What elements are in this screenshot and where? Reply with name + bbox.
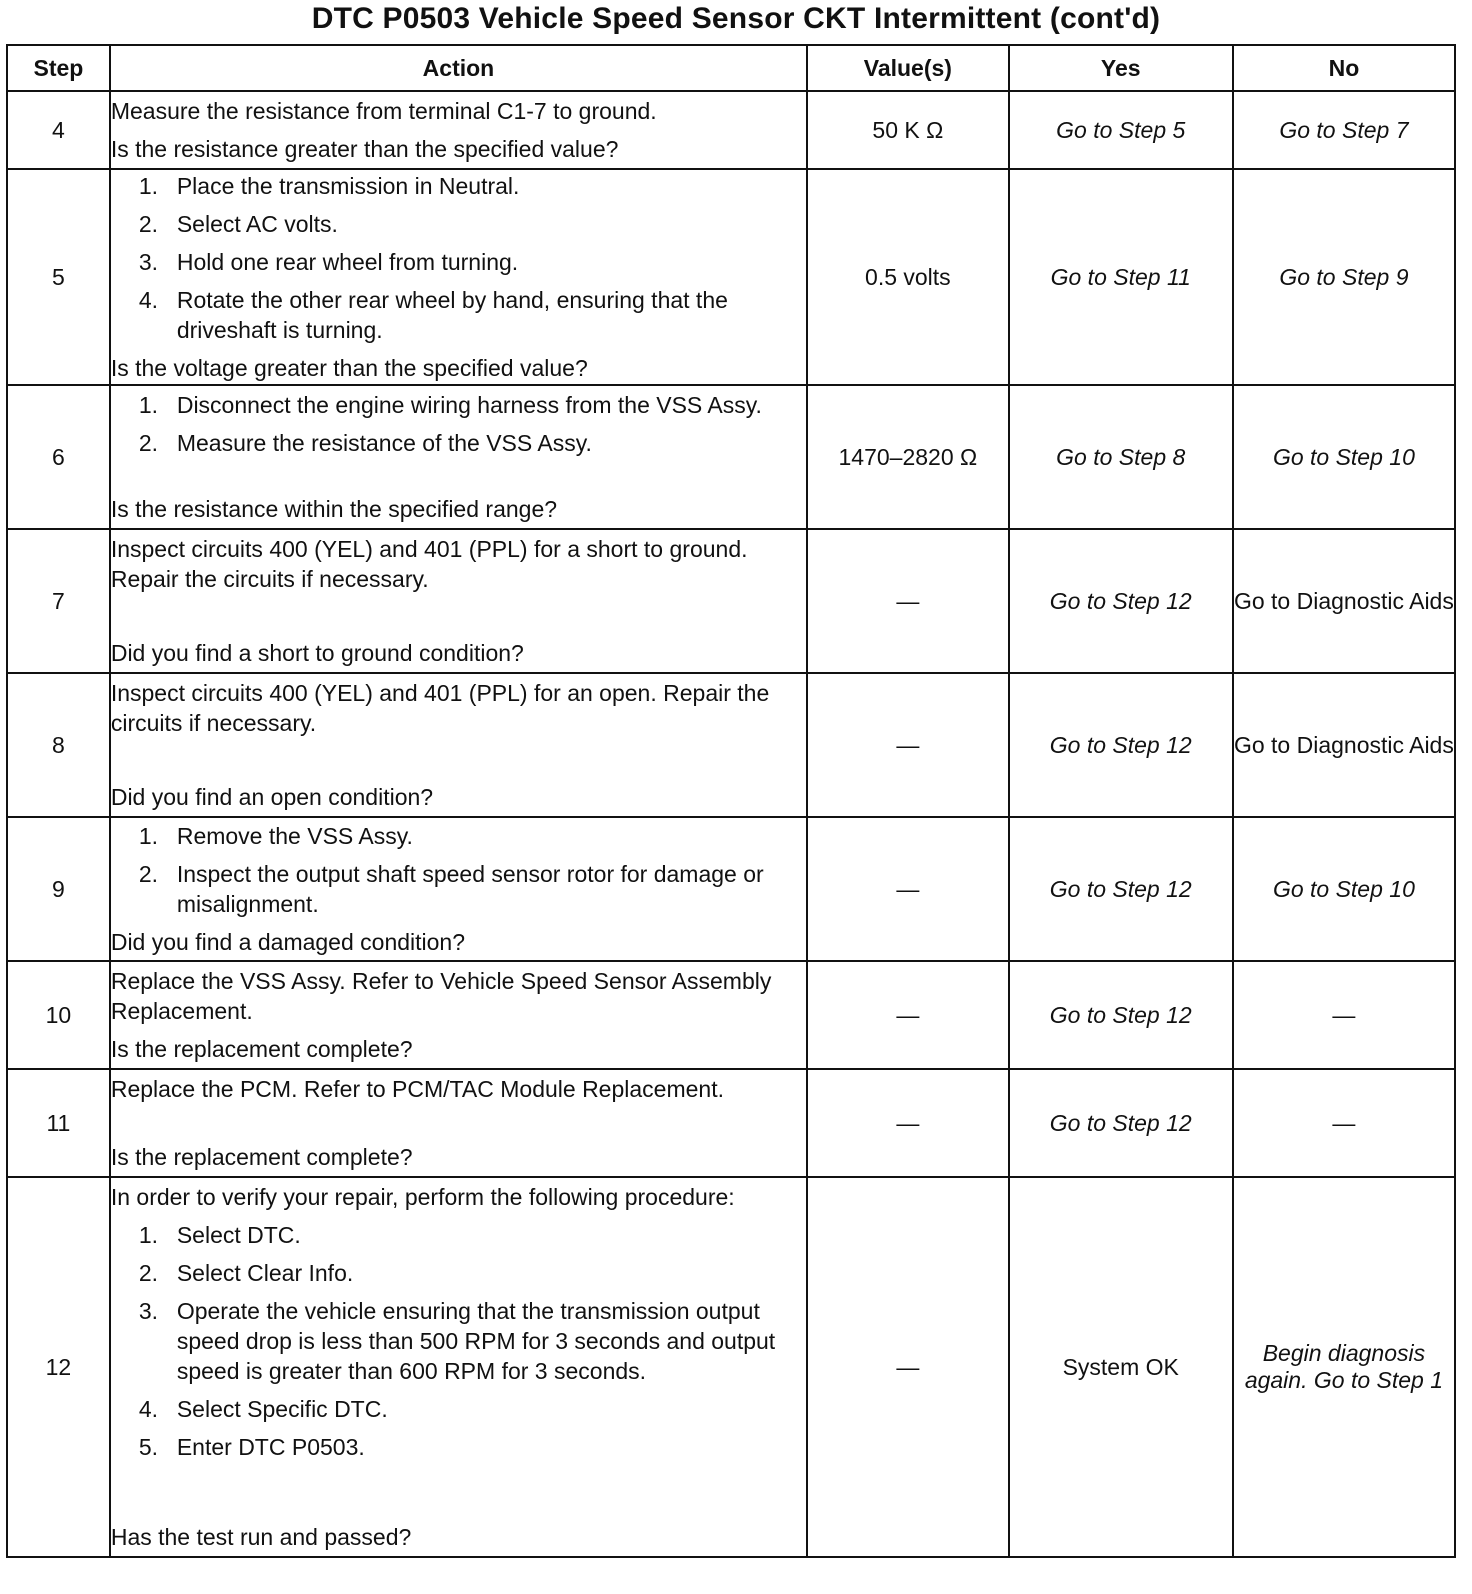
step-number: 8 xyxy=(7,673,110,817)
procedure-item-number: 4. xyxy=(138,1396,159,1422)
table-row xyxy=(7,385,1455,529)
no-cell: — xyxy=(1233,1069,1455,1177)
action-question: Is the replacement complete? xyxy=(110,1036,413,1062)
action-cell xyxy=(110,1069,807,1177)
yes-cell: Go to Step 8 xyxy=(1009,385,1233,529)
table-row xyxy=(7,961,1455,1069)
action-question: Did you find an open condition? xyxy=(110,784,434,810)
action-text: Measure the resistance from terminal C1-7 to ground. xyxy=(110,98,657,124)
table-row xyxy=(7,817,1455,961)
action-question: Did you find a short to ground condition? xyxy=(110,640,524,666)
procedure-item-number: 1. xyxy=(138,173,159,199)
procedure-item xyxy=(139,171,806,201)
action-text: Inspect circuits 400 (YEL) and 401 (PPL) for a short to ground. Repair the circuits if necessary. xyxy=(110,536,748,592)
procedure-item-number: 2. xyxy=(138,211,159,237)
page-title: DTC P0503 Vehicle Speed Sensor CKT Intermittent (cont'd) xyxy=(311,2,1161,35)
procedure-item xyxy=(139,428,806,458)
value-cell: 50 K Ω xyxy=(807,91,1009,169)
no-cell: Begin diagnosis again. Go to Step 1 xyxy=(1233,1177,1455,1557)
procedure-item-number: 1. xyxy=(138,823,159,849)
procedure-item-text: Rotate the other rear wheel by hand, ensuring that the driveshaft is turning. xyxy=(176,287,728,343)
procedure-item-text: Measure the resistance of the VSS Assy. xyxy=(176,430,592,456)
action-text: Replace the PCM. Refer to PCM/TAC Module Replacement. xyxy=(110,1076,724,1102)
procedure-item xyxy=(139,1296,806,1386)
value-cell: 0.5 volts xyxy=(807,169,1009,385)
step-number: 7 xyxy=(7,529,110,673)
no-cell: Go to Diagnostic Aids xyxy=(1233,529,1455,673)
procedure-item-number: 3. xyxy=(138,1298,159,1324)
procedure-item-text: Operate the vehicle ensuring that the transmission output speed drop is less than 500 RPM for 3 seconds and output speed is greater than 600 RPM for 3 seconds. xyxy=(176,1298,776,1384)
step-number: 12 xyxy=(7,1177,110,1557)
table-body xyxy=(7,91,1455,1557)
step-number: 9 xyxy=(7,817,110,961)
procedure-item-text: Hold one rear wheel from turning. xyxy=(176,249,519,275)
table-row xyxy=(7,169,1455,385)
table-row xyxy=(7,1177,1455,1557)
action-question: Has the test run and passed? xyxy=(110,1524,412,1550)
diagnostic-table xyxy=(6,44,1456,1558)
table-header-row xyxy=(7,45,1455,91)
action-cell xyxy=(110,1177,807,1557)
step-number: 6 xyxy=(7,385,110,529)
procedure-item xyxy=(139,1220,806,1250)
procedure-list xyxy=(111,821,806,919)
procedure-item-number: 2. xyxy=(138,430,159,456)
procedure-item xyxy=(139,390,806,420)
header-step: Step xyxy=(7,45,110,91)
procedure-item xyxy=(139,285,806,345)
no-cell: Go to Step 9 xyxy=(1233,169,1455,385)
action-cell xyxy=(110,385,807,529)
action-text: Inspect circuits 400 (YEL) and 401 (PPL) for an open. Repair the circuits if necessary. xyxy=(110,680,770,736)
action-text: Replace the VSS Assy. Refer to Vehicle Speed Sensor Assembly Replacement. xyxy=(110,968,772,1024)
procedure-item-text: Enter DTC P0503. xyxy=(176,1434,365,1460)
value-cell: — xyxy=(807,529,1009,673)
table-row xyxy=(7,673,1455,817)
no-cell: Go to Step 10 xyxy=(1233,385,1455,529)
no-cell: Go to Step 10 xyxy=(1233,817,1455,961)
no-cell: Go to Step 7 xyxy=(1233,91,1455,169)
procedure-item-text: Select Specific DTC. xyxy=(176,1396,388,1422)
procedure-item xyxy=(139,247,806,277)
yes-cell: Go to Step 12 xyxy=(1009,1069,1233,1177)
action-cell xyxy=(110,91,807,169)
table-row xyxy=(7,1069,1455,1177)
procedure-item-text: Place the transmission in Neutral. xyxy=(176,173,520,199)
value-cell: 1470–2820 Ω xyxy=(807,385,1009,529)
procedure-list xyxy=(111,1220,806,1462)
value-cell: — xyxy=(807,817,1009,961)
procedure-item-number: 3. xyxy=(138,249,159,275)
yes-cell: Go to Step 5 xyxy=(1009,91,1233,169)
procedure-item-number: 1. xyxy=(138,1222,159,1248)
action-cell xyxy=(110,169,807,385)
header-action: Action xyxy=(110,45,807,91)
yes-cell: Go to Step 12 xyxy=(1009,817,1233,961)
action-question: Is the voltage greater than the specified value? xyxy=(110,355,588,381)
action-cell xyxy=(110,529,807,673)
action-question: Is the resistance within the specified range? xyxy=(110,496,558,522)
procedure-item-text: Inspect the output shaft speed sensor rotor for damage or misalignment. xyxy=(176,861,764,917)
yes-cell: System OK xyxy=(1009,1177,1233,1557)
action-text: In order to verify your repair, perform the following procedure: xyxy=(110,1184,735,1210)
table-row xyxy=(7,91,1455,169)
procedure-item xyxy=(139,1432,806,1462)
procedure-item-text: Select Clear Info. xyxy=(176,1260,354,1286)
procedure-item-number: 2. xyxy=(138,861,159,887)
table-row xyxy=(7,529,1455,673)
procedure-list xyxy=(111,390,806,458)
step-number: 11 xyxy=(7,1069,110,1177)
no-cell: — xyxy=(1233,961,1455,1069)
procedure-item-text: Select AC volts. xyxy=(176,211,338,237)
value-cell: — xyxy=(807,673,1009,817)
yes-cell: Go to Step 12 xyxy=(1009,961,1233,1069)
header-yes: Yes xyxy=(1009,45,1233,91)
header-no: No xyxy=(1233,45,1455,91)
procedure-item-number: 2. xyxy=(138,1260,159,1286)
procedure-item-text: Remove the VSS Assy. xyxy=(176,823,413,849)
step-number: 4 xyxy=(7,91,110,169)
yes-cell: Go to Step 11 xyxy=(1009,169,1233,385)
procedure-item-text: Disconnect the engine wiring harness from the VSS Assy. xyxy=(176,392,762,418)
value-cell: — xyxy=(807,1177,1009,1557)
action-question: Is the replacement complete? xyxy=(110,1144,413,1170)
yes-cell: Go to Step 12 xyxy=(1009,673,1233,817)
action-cell xyxy=(110,817,807,961)
procedure-item-number: 4. xyxy=(138,287,159,313)
procedure-item-number: 5. xyxy=(138,1434,159,1460)
header-values: Value(s) xyxy=(807,45,1009,91)
step-number: 10 xyxy=(7,961,110,1069)
procedure-item xyxy=(139,1394,806,1424)
action-cell xyxy=(110,673,807,817)
action-cell xyxy=(110,961,807,1069)
step-number: 5 xyxy=(7,169,110,385)
value-cell: — xyxy=(807,961,1009,1069)
procedure-item xyxy=(139,821,806,851)
procedure-item-text: Select DTC. xyxy=(176,1222,301,1248)
procedure-item xyxy=(139,859,806,919)
no-cell: Go to Diagnostic Aids xyxy=(1233,673,1455,817)
procedure-list xyxy=(111,171,806,345)
procedure-item xyxy=(139,1258,806,1288)
action-question: Is the resistance greater than the specified value? xyxy=(110,136,619,162)
action-question: Did you find a damaged condition? xyxy=(110,929,466,955)
value-cell: — xyxy=(807,1069,1009,1177)
procedure-item xyxy=(139,209,806,239)
procedure-item-number: 1. xyxy=(138,392,159,418)
yes-cell: Go to Step 12 xyxy=(1009,529,1233,673)
